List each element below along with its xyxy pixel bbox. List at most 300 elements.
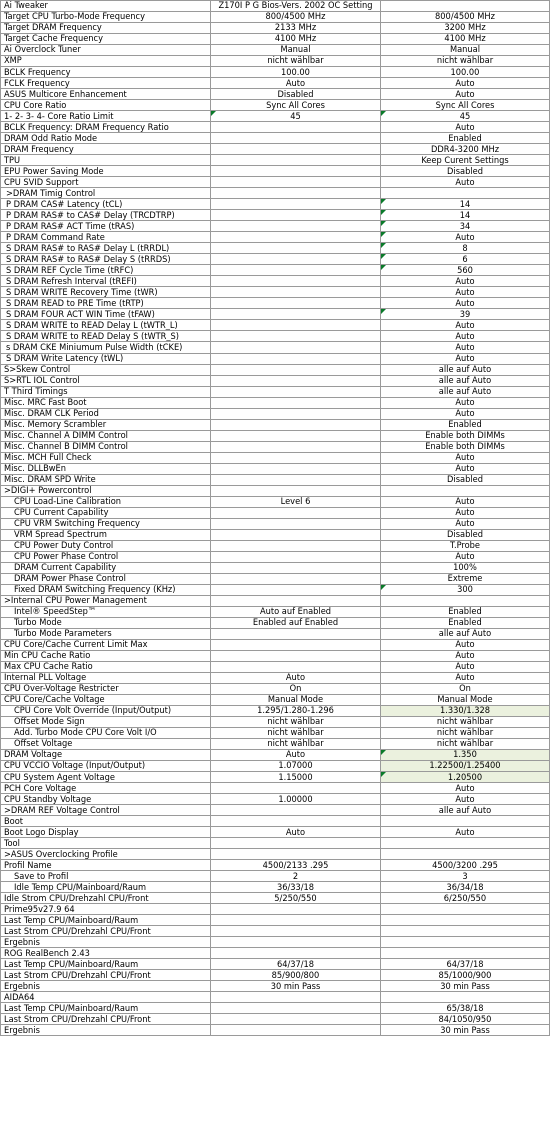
setting-value-col1[interactable] [211, 463, 381, 474]
setting-value-col2[interactable]: alle auf Auto [381, 386, 550, 397]
setting-value-col1[interactable]: Level 6 [211, 496, 381, 507]
setting-value-col2[interactable] [381, 485, 550, 496]
setting-value-col1[interactable] [211, 408, 381, 419]
setting-value-col2[interactable]: alle auf Auto [381, 375, 550, 386]
setting-value-col1[interactable] [211, 122, 381, 133]
setting-value-col2[interactable]: Auto [381, 177, 550, 188]
setting-label[interactable]: DRAM Current Capability [1, 562, 211, 573]
setting-value-col1[interactable] [211, 386, 381, 397]
setting-value-col1[interactable] [211, 430, 381, 441]
setting-value-col2[interactable]: Auto [381, 783, 550, 794]
setting-value-col1[interactable] [211, 838, 381, 849]
setting-value-col2[interactable] [381, 816, 550, 827]
setting-value-col2[interactable]: Sync All Cores [381, 100, 550, 111]
setting-label[interactable]: Prime95v27.9 64 [1, 904, 211, 915]
setting-value-col1[interactable] [211, 309, 381, 320]
setting-value-col2[interactable]: Auto [381, 287, 550, 298]
table-row [1, 155, 550, 166]
setting-label[interactable]: Misc. MRC Fast Boot [1, 397, 211, 408]
setting-value-col1[interactable] [211, 1014, 381, 1025]
table-row [1, 320, 550, 331]
setting-label[interactable]: S>RTL IOL Control [1, 375, 211, 386]
setting-value-col2[interactable] [381, 948, 550, 959]
setting-value-col1[interactable] [211, 551, 381, 562]
setting-label[interactable]: Misc. Channel A DIMM Control [1, 430, 211, 441]
setting-label[interactable]: BCLK Frequency: DRAM Frequency Ratio [1, 122, 211, 133]
setting-value-col1[interactable]: nicht wählbar [211, 56, 381, 67]
setting-value-col2[interactable]: 85/1000/900 [381, 970, 550, 981]
setting-label[interactable]: P DRAM Command Rate [1, 232, 211, 243]
table-row [1, 849, 550, 860]
setting-label[interactable]: Misc. DRAM SPD Write [1, 474, 211, 485]
setting-label[interactable]: DRAM Voltage [1, 750, 211, 761]
setting-label[interactable]: >DRAM REF Voltage Control [1, 805, 211, 816]
setting-value-col2[interactable]: Auto [381, 827, 550, 838]
setting-value-col2[interactable]: Auto [381, 408, 550, 419]
setting-value-col1[interactable]: 45 [211, 111, 381, 122]
setting-value-col1[interactable]: 64/37/18 [211, 959, 381, 970]
setting-value-col1[interactable]: Sync All Cores [211, 100, 381, 111]
setting-label[interactable]: DRAM Power Phase Control [1, 573, 211, 584]
setting-value-col1[interactable] [211, 452, 381, 463]
setting-value-col2[interactable] [381, 838, 550, 849]
setting-label[interactable]: P DRAM RAS# to CAS# Delay (TRCDTRP) [1, 210, 211, 221]
setting-label[interactable]: S DRAM RAS# to RAS# Delay L (tRRDL) [1, 243, 211, 254]
setting-value-col2[interactable]: Manual Mode [381, 694, 550, 705]
setting-label[interactable]: Idle Temp CPU/Mainboard/Raum [1, 882, 211, 893]
setting-label[interactable]: CPU Core/Cache Voltage [1, 694, 211, 705]
setting-value-col1[interactable] [211, 529, 381, 540]
setting-value-col1[interactable] [211, 287, 381, 298]
setting-value-col1[interactable] [211, 276, 381, 287]
setting-value-col1[interactable] [211, 904, 381, 915]
setting-label[interactable]: >Internal CPU Power Management [1, 595, 211, 606]
setting-value-col2[interactable]: 1.350 [381, 750, 550, 761]
setting-value-col2[interactable]: Enable both DIMMs [381, 441, 550, 452]
setting-value-col2[interactable]: nicht wählbar [381, 739, 550, 750]
table-row [1, 243, 550, 254]
setting-label[interactable]: P DRAM CAS# Latency (tCL) [1, 199, 211, 210]
setting-label[interactable]: Last Temp CPU/Mainboard/Raum [1, 959, 211, 970]
setting-label[interactable]: Turbo Mode Parameters [1, 628, 211, 639]
setting-value-col1[interactable]: 36/33/18 [211, 882, 381, 893]
setting-value-col2[interactable]: Disabled [381, 529, 550, 540]
setting-value-col2[interactable]: 3200 MHz [381, 23, 550, 34]
setting-value-col1[interactable] [211, 992, 381, 1003]
setting-value-col1[interactable] [211, 948, 381, 959]
setting-label[interactable]: >ASUS Overclocking Profile [1, 849, 211, 860]
setting-value-col2[interactable]: 4500/3200 .295 [381, 860, 550, 871]
setting-value-col2[interactable]: Auto [381, 463, 550, 474]
setting-value-col1[interactable] [211, 639, 381, 650]
setting-label[interactable]: Last Strom CPU/Drehzahl CPU/Front [1, 1014, 211, 1025]
setting-label[interactable]: Intel® SpeedStep™ [1, 606, 211, 617]
setting-label[interactable]: DRAM Odd Ratio Mode [1, 133, 211, 144]
setting-value-col2[interactable]: 1.20500 [381, 772, 550, 783]
setting-label[interactable]: CPU SVID Support [1, 177, 211, 188]
setting-value-col2[interactable]: alle auf Auto [381, 364, 550, 375]
setting-label[interactable]: CPU Load-Line Calibration [1, 496, 211, 507]
setting-value-col2[interactable]: 100% [381, 562, 550, 573]
setting-value-col2[interactable]: On [381, 683, 550, 694]
setting-label[interactable]: Profil Name [1, 860, 211, 871]
setting-value-col1[interactable] [211, 221, 381, 232]
setting-value-col1[interactable]: 85/900/800 [211, 970, 381, 981]
setting-value-col2[interactable]: nicht wählbar [381, 56, 550, 67]
setting-label[interactable]: Last Temp CPU/Mainboard/Raum [1, 915, 211, 926]
setting-label[interactable]: Misc. DLLBwEn [1, 463, 211, 474]
setting-label[interactable]: Target DRAM Frequency [1, 23, 211, 34]
setting-label[interactable]: S DRAM FOUR ACT WIN Time (tFAW) [1, 309, 211, 320]
setting-label[interactable]: CPU VCCIO Voltage (Input/Output) [1, 761, 211, 772]
setting-value-col1[interactable] [211, 849, 381, 860]
setting-label[interactable]: CPU Power Phase Control [1, 551, 211, 562]
setting-value-col2[interactable]: nicht wählbar [381, 728, 550, 739]
setting-value-col1[interactable] [211, 243, 381, 254]
setting-label[interactable]: S DRAM Write Latency (tWL) [1, 353, 211, 364]
setting-label[interactable]: Ergebnis [1, 981, 211, 992]
setting-value-col2[interactable]: Disabled [381, 166, 550, 177]
setting-value-col1[interactable] [211, 1003, 381, 1014]
setting-value-col2[interactable] [381, 849, 550, 860]
setting-value-col1[interactable]: 1.00000 [211, 794, 381, 805]
setting-value-col2[interactable]: DDR4-3200 MHz [381, 144, 550, 155]
setting-value-col1[interactable] [211, 232, 381, 243]
setting-value-col2[interactable]: Extreme [381, 573, 550, 584]
setting-value-col2[interactable]: Auto [381, 276, 550, 287]
setting-label[interactable]: Idle Strom CPU/Drehzahl CPU/Front [1, 893, 211, 904]
table-row [1, 298, 550, 309]
setting-value-col2[interactable]: Auto [381, 672, 550, 683]
setting-value-col1[interactable]: 1.07000 [211, 761, 381, 772]
setting-value-col1[interactable]: 1.295/1.280-1.296 [211, 706, 381, 717]
setting-value-col1[interactable]: 100.00 [211, 67, 381, 78]
setting-value-col2[interactable]: 65/38/18 [381, 1003, 550, 1014]
setting-value-col1[interactable] [211, 540, 381, 551]
setting-label[interactable]: 1- 2- 3- 4- Core Ratio Limit [1, 111, 211, 122]
setting-value-col1[interactable] [211, 188, 381, 199]
setting-value-col2[interactable]: 3 [381, 871, 550, 882]
setting-label[interactable]: Last Strom CPU/Drehzahl CPU/Front [1, 970, 211, 981]
setting-value-col2[interactable]: Auto [381, 298, 550, 309]
table-row [1, 529, 550, 540]
setting-value-col2[interactable]: alle auf Auto [381, 628, 550, 639]
setting-value-col1[interactable] [211, 650, 381, 661]
setting-label[interactable]: Target CPU Turbo-Mode Frequency [1, 12, 211, 23]
setting-value-col2[interactable]: Auto [381, 78, 550, 89]
setting-label[interactable]: Add. Turbo Mode CPU Core Volt I/O [1, 728, 211, 739]
setting-value-col2[interactable]: 300 [381, 584, 550, 595]
setting-label[interactable]: S DRAM Refresh Interval (tREFI) [1, 276, 211, 287]
setting-value-col1[interactable]: Auto [211, 750, 381, 761]
setting-value-col2[interactable]: 1.22500/1.25400 [381, 761, 550, 772]
setting-value-col2[interactable] [381, 595, 550, 606]
setting-label[interactable]: Ai Overclock Tuner [1, 45, 211, 56]
setting-label[interactable]: Ergebnis [1, 1025, 211, 1036]
setting-value-col1[interactable] [211, 485, 381, 496]
setting-value-col2[interactable]: 64/37/18 [381, 959, 550, 970]
setting-label[interactable]: CPU VRM Switching Frequency [1, 518, 211, 529]
setting-value-col1[interactable] [211, 397, 381, 408]
setting-value-col1[interactable] [211, 419, 381, 430]
setting-value-col2[interactable]: nicht wählbar [381, 717, 550, 728]
setting-value-col1[interactable]: Disabled [211, 89, 381, 100]
setting-value-col2[interactable]: Auto [381, 353, 550, 364]
setting-value-col2[interactable]: Auto [381, 639, 550, 650]
setting-value-col2[interactable] [381, 188, 550, 199]
setting-value-col1[interactable] [211, 298, 381, 309]
setting-value-col2[interactable]: Auto [381, 320, 550, 331]
table-row [1, 210, 550, 221]
setting-label[interactable]: Last Temp CPU/Mainboard/Raum [1, 1003, 211, 1014]
setting-value-col1[interactable] [211, 375, 381, 386]
setting-value-col1[interactable] [211, 816, 381, 827]
setting-value-col1[interactable]: 4100 MHz [211, 34, 381, 45]
setting-value-col1[interactable] [211, 628, 381, 639]
setting-value-col2[interactable]: Enabled [381, 133, 550, 144]
setting-value-col2[interactable]: Auto [381, 650, 550, 661]
setting-label[interactable]: S DRAM WRITE Recovery Time (tWR) [1, 287, 211, 298]
setting-value-col1[interactable] [211, 661, 381, 672]
table-row [1, 408, 550, 419]
setting-value-col2[interactable]: Auto [381, 122, 550, 133]
setting-value-col2[interactable]: 14 [381, 199, 550, 210]
setting-value-col2[interactable]: Enable both DIMMs [381, 430, 550, 441]
setting-value-col1[interactable] [211, 265, 381, 276]
setting-label[interactable]: Misc. Memory Scrambler [1, 419, 211, 430]
header-col2[interactable] [381, 1, 550, 12]
setting-label[interactable]: S DRAM RAS# to RAS# Delay S (tRRDS) [1, 254, 211, 265]
setting-value-col1[interactable]: nicht wählbar [211, 717, 381, 728]
setting-label[interactable]: DRAM Frequency [1, 144, 211, 155]
setting-label[interactable]: Boot Logo Display [1, 827, 211, 838]
setting-label[interactable]: s DRAM CKE Miniumum Pulse Width (tCKE) [1, 342, 211, 353]
setting-value-col1[interactable]: Manual Mode [211, 694, 381, 705]
setting-value-col1[interactable] [211, 320, 381, 331]
setting-label[interactable]: Max CPU Cache Ratio [1, 661, 211, 672]
setting-label[interactable]: S DRAM WRITE to READ Delay S (tWTR_S) [1, 331, 211, 342]
setting-value-col2[interactable]: Keep Curent Settings [381, 155, 550, 166]
setting-label[interactable]: BCLK Frequency [1, 67, 211, 78]
setting-value-col2[interactable]: Auto [381, 342, 550, 353]
setting-label[interactable]: CPU Over-Voltage Restricter [1, 683, 211, 694]
setting-label[interactable]: Min CPU Cache Ratio [1, 650, 211, 661]
setting-label[interactable]: >DRAM Timig Control [1, 188, 211, 199]
setting-value-col2[interactable]: 100.00 [381, 67, 550, 78]
setting-label[interactable]: >DIGI+ Powercontrol [1, 485, 211, 496]
table-row [1, 463, 550, 474]
setting-label[interactable]: AIDA64 [1, 992, 211, 1003]
setting-label[interactable]: CPU Core Volt Override (Input/Output) [1, 706, 211, 717]
setting-value-col1[interactable]: 2 [211, 871, 381, 882]
setting-label[interactable]: XMP [1, 56, 211, 67]
setting-label[interactable]: S DRAM WRITE to READ Delay L (tWTR_L) [1, 320, 211, 331]
setting-label[interactable]: P DRAM RAS# ACT Time (tRAS) [1, 221, 211, 232]
setting-value-col2[interactable]: Auto [381, 518, 550, 529]
setting-value-col1[interactable] [211, 177, 381, 188]
setting-value-col2[interactable]: Auto [381, 794, 550, 805]
setting-value-col1[interactable] [211, 364, 381, 375]
setting-label[interactable]: S DRAM REF Cycle Time (tRFC) [1, 265, 211, 276]
setting-value-col1[interactable] [211, 518, 381, 529]
setting-label[interactable]: Tool [1, 838, 211, 849]
setting-label[interactable]: Misc. DRAM CLK Period [1, 408, 211, 419]
setting-label[interactable]: VRM Spread Spectrum [1, 529, 211, 540]
setting-value-col1[interactable]: 1.15000 [211, 772, 381, 783]
table-row [1, 419, 550, 430]
table-row [1, 452, 550, 463]
setting-value-col2[interactable]: 30 min Pass [381, 981, 550, 992]
setting-value-col2[interactable]: 34 [381, 221, 550, 232]
setting-value-col1[interactable] [211, 507, 381, 518]
setting-value-col1[interactable] [211, 915, 381, 926]
setting-value-col1[interactable]: Auto [211, 78, 381, 89]
table-row [1, 309, 550, 320]
setting-label[interactable]: Misc. Channel B DIMM Control [1, 441, 211, 452]
setting-value-col2[interactable] [381, 915, 550, 926]
setting-label[interactable]: PCH Core Voltage [1, 783, 211, 794]
setting-value-col2[interactable]: Auto [381, 496, 550, 507]
header-col1[interactable]: Z170I P G Bios-Vers. 2002 OC Setting [211, 1, 381, 12]
setting-value-col2[interactable]: Disabled [381, 474, 550, 485]
setting-value-col2[interactable]: Enabled [381, 617, 550, 628]
setting-value-col2[interactable]: T.Probe [381, 540, 550, 551]
setting-value-col2[interactable]: Auto [381, 507, 550, 518]
setting-value-col1[interactable] [211, 342, 381, 353]
setting-label[interactable]: CPU Core Ratio [1, 100, 211, 111]
setting-value-col1[interactable] [211, 805, 381, 816]
setting-value-col2[interactable]: Enabled [381, 606, 550, 617]
setting-value-col2[interactable]: Manual [381, 45, 550, 56]
setting-value-col1[interactable]: 30 min Pass [211, 981, 381, 992]
setting-value-col2[interactable]: 8 [381, 243, 550, 254]
setting-value-col1[interactable] [211, 166, 381, 177]
setting-value-col1[interactable] [211, 331, 381, 342]
setting-value-col2[interactable]: Auto [381, 232, 550, 243]
setting-value-col1[interactable] [211, 144, 381, 155]
setting-label[interactable]: CPU System Agent Voltage [1, 772, 211, 783]
setting-label[interactable]: Turbo Mode [1, 617, 211, 628]
setting-label[interactable]: TPU [1, 155, 211, 166]
setting-value-col2[interactable]: Auto [381, 551, 550, 562]
setting-label[interactable]: Ergebnis [1, 937, 211, 948]
setting-value-col2[interactable]: 39 [381, 309, 550, 320]
setting-value-col1[interactable] [211, 210, 381, 221]
setting-value-col2[interactable]: 14 [381, 210, 550, 221]
setting-value-col1[interactable]: 5/250/550 [211, 893, 381, 904]
setting-value-col1[interactable] [211, 155, 381, 166]
setting-label[interactable]: Target Cache Frequency [1, 34, 211, 45]
setting-value-col2[interactable]: 30 min Pass [381, 1025, 550, 1036]
setting-value-col2[interactable]: Auto [381, 397, 550, 408]
setting-label[interactable]: CPU Core/Cache Current Limit Max [1, 639, 211, 650]
setting-label[interactable]: ROG RealBench 2.43 [1, 948, 211, 959]
setting-value-col2[interactable]: 560 [381, 265, 550, 276]
setting-value-col1[interactable] [211, 584, 381, 595]
setting-value-col2[interactable]: Auto [381, 89, 550, 100]
table-row [1, 540, 550, 551]
table-row [1, 254, 550, 265]
setting-label[interactable]: CPU Standby Voltage [1, 794, 211, 805]
setting-label[interactable]: Save to Profil [1, 871, 211, 882]
setting-value-col1[interactable] [211, 1025, 381, 1036]
setting-value-col2[interactable]: 45 [381, 111, 550, 122]
setting-label[interactable]: ASUS Multicore Enhancement [1, 89, 211, 100]
setting-value-col1[interactable] [211, 441, 381, 452]
setting-label[interactable]: S>Skew Control [1, 364, 211, 375]
setting-label[interactable]: EPU Power Saving Mode [1, 166, 211, 177]
setting-value-col2[interactable]: Auto [381, 452, 550, 463]
setting-label[interactable]: Misc. MCH Full Check [1, 452, 211, 463]
table-row [1, 661, 550, 672]
setting-value-col2[interactable]: Auto [381, 331, 550, 342]
setting-value-col2[interactable]: 36/34/18 [381, 882, 550, 893]
setting-label[interactable]: S DRAM READ to PRE Time (tRTP) [1, 298, 211, 309]
setting-value-col2[interactable] [381, 937, 550, 948]
setting-value-col2[interactable]: 84/1050/950 [381, 1014, 550, 1025]
setting-value-col1[interactable]: Manual [211, 45, 381, 56]
table-row [1, 739, 550, 750]
header-label[interactable]: Ai Tweaker [1, 1, 211, 12]
setting-label[interactable]: CPU Power Duty Control [1, 540, 211, 551]
setting-value-col1[interactable] [211, 926, 381, 937]
setting-value-col2[interactable]: alle auf Auto [381, 805, 550, 816]
setting-value-col1[interactable]: Auto [211, 827, 381, 838]
setting-value-col2[interactable]: 4100 MHz [381, 34, 550, 45]
setting-value-col2[interactable]: 1.330/1.328 [381, 706, 550, 717]
setting-value-col2[interactable]: 6/250/550 [381, 893, 550, 904]
setting-value-col1[interactable] [211, 562, 381, 573]
setting-value-col1[interactable]: nicht wählbar [211, 739, 381, 750]
setting-value-col2[interactable]: Enabled [381, 419, 550, 430]
setting-value-col1[interactable] [211, 254, 381, 265]
setting-value-col1[interactable]: 4500/2133 .295 [211, 860, 381, 871]
setting-value-col1[interactable] [211, 353, 381, 364]
setting-value-col2[interactable] [381, 926, 550, 937]
setting-value-col1[interactable]: 2133 MHz [211, 23, 381, 34]
setting-value-col1[interactable]: nicht wählbar [211, 728, 381, 739]
setting-value-col2[interactable]: Auto [381, 661, 550, 672]
setting-value-col1[interactable] [211, 783, 381, 794]
setting-label[interactable]: Internal PLL Voltage [1, 672, 211, 683]
setting-value-col1[interactable] [211, 937, 381, 948]
setting-value-col2[interactable] [381, 992, 550, 1003]
setting-label[interactable]: Fixed DRAM Switching Frequency (KHz) [1, 584, 211, 595]
setting-value-col1[interactable]: 800/4500 MHz [211, 12, 381, 23]
setting-label[interactable]: CPU Current Capability [1, 507, 211, 518]
table-row [1, 694, 550, 705]
setting-value-col2[interactable]: 800/4500 MHz [381, 12, 550, 23]
setting-label[interactable]: Boot [1, 816, 211, 827]
setting-value-col1[interactable]: Enabled auf Enabled [211, 617, 381, 628]
setting-value-col1[interactable]: On [211, 683, 381, 694]
setting-value-col1[interactable]: Auto auf Enabled [211, 606, 381, 617]
setting-label[interactable]: Last Strom CPU/Drehzahl CPU/Front [1, 926, 211, 937]
table-row [1, 56, 550, 67]
setting-value-col2[interactable] [381, 904, 550, 915]
setting-value-col1[interactable] [211, 199, 381, 210]
setting-value-col1[interactable] [211, 133, 381, 144]
setting-value-col1[interactable]: Auto [211, 672, 381, 683]
setting-value-col1[interactable] [211, 474, 381, 485]
setting-value-col1[interactable] [211, 573, 381, 584]
setting-value-col1[interactable] [211, 595, 381, 606]
setting-label[interactable]: Offset Voltage [1, 739, 211, 750]
setting-label[interactable]: FCLK Frequency [1, 78, 211, 89]
setting-label[interactable]: T Third Timings [1, 386, 211, 397]
setting-label[interactable]: Offset Mode Sign [1, 717, 211, 728]
setting-value-col2[interactable]: 6 [381, 254, 550, 265]
